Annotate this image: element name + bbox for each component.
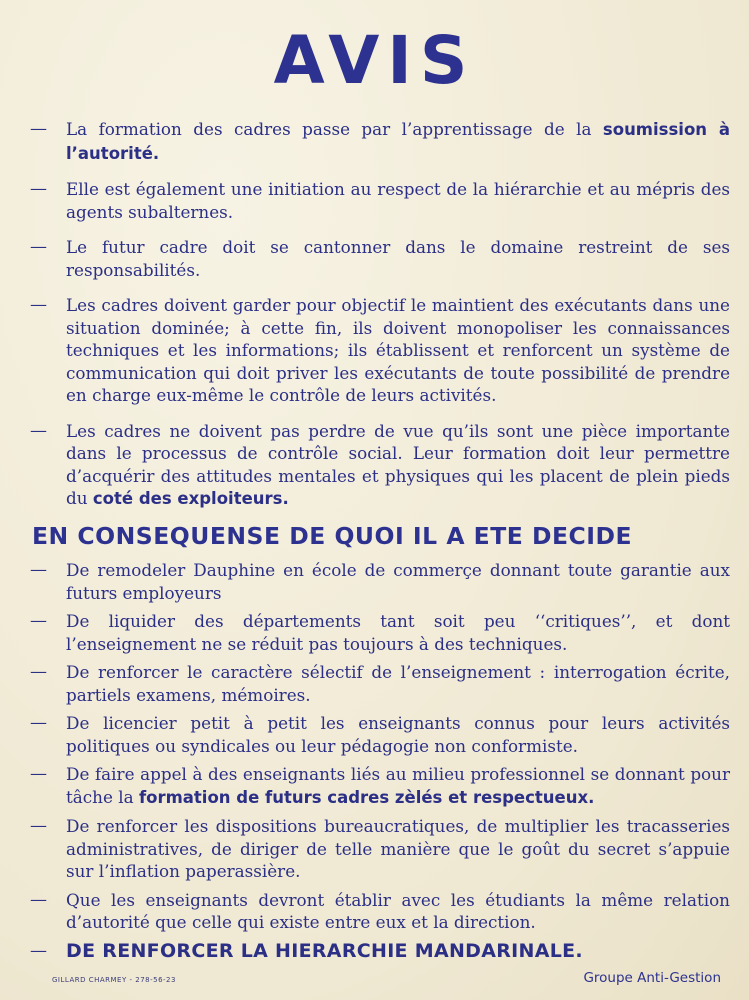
list-item: — De faire appel à des enseignants liés au milieu professionnel se donnant pour tâche la formation de futurs cadres zèlés et respectueux. — [30, 763, 730, 809]
dash-marker: — — [30, 420, 47, 441]
list-item: — De renforcer le caractère sélectif de l’enseignement : interrogation écrite, partiels examens, mémoires. — [30, 662, 730, 705]
dash-marker: — — [30, 889, 47, 910]
list-item: — De renforcer les dispositions bureaucratiques, de multiplier les tracasseries administratives, de diriger de telle manière que le goût du secret s’appuie sur l’inflation paperassière. — [30, 816, 730, 881]
list-item: — La formation des cadres passe par l’apprentissage de la soumission à l’autorité. — [30, 118, 730, 165]
dash-marker: — — [30, 816, 47, 836]
dash-marker: — — [30, 560, 47, 580]
list-item: — De remodeler Dauphine en école de commerçe donnant toute garantie aux futurs employeurs — [30, 560, 730, 603]
paragraph-list — [30, 118, 730, 524]
emphasis: soumission à l’autorité. — [66, 120, 731, 163]
list-item: — Les cadres doivent garder pour objectif le maintient des exécutants dans une situation dominée; à cette fin, ils doivent monopoliser les connaissances techniques et les informations; ils établissent et renforcent un système de communication qui doit priver les exécutants de toute possibilité de prendre en charge eux-même le contrôle de leurs activités. — [30, 295, 730, 405]
final-decision: — DE RENFORCER LA HIERARCHIE MANDARINALE. — [30, 939, 583, 962]
dash-marker: — — [30, 179, 47, 199]
dash-marker: — — [30, 295, 47, 315]
list-item: — De liquider des départements tant soit peu ‘‘critiques’’, et dont l’enseignement ne se réduit pas toujours à des techniques. — [30, 611, 730, 654]
dash-marker: — — [30, 713, 47, 733]
poster-title: AVIS — [273, 22, 476, 99]
list-item: — Que les enseignants devront établir avec les étudiants la même relation d’autorité que celle qui existe entre eux et la direction. — [30, 889, 730, 932]
list-item: — De licencier petit à petit les enseignants connus pour leurs activités politiques ou syndicales ou leur pédagogie non conformiste. — [30, 713, 730, 756]
dash-marker: — — [30, 940, 47, 961]
emphasis: coté des exploiteurs. — [92, 489, 289, 508]
dash-marker: — — [30, 662, 47, 682]
section-heading: EN CONSEQUENSE DE QUOI IL A ETE DECIDE — [32, 522, 633, 550]
printer-credit: GILLARD CHARMEY - 278-56-23 — [52, 976, 176, 984]
dash-marker: — — [30, 611, 47, 631]
dash-marker: — — [30, 119, 47, 139]
list-item: — Les cadres ne doivent pas perdre de vue qu’ils sont une pièce importante dans le processus de contrôle social. Leur formation doit leur permettre d’acquérir des attitudes mentales et physiques qui les placent de plein pieds du coté des exploiteurs. — [30, 420, 730, 511]
signature: Groupe Anti-Gestion — [583, 970, 721, 986]
list-item: — Elle est également une initiation au respect de la hiérarchie et au mépris des agents subalternes. — [30, 179, 730, 222]
emphasis: formation de futurs cadres zèlés et respectueux. — [138, 787, 595, 807]
dash-marker: — — [30, 764, 47, 784]
list-item: — Le futur cadre doit se cantonner dans le domaine restreint de ses responsabilités. — [30, 237, 730, 280]
decision-list — [30, 559, 730, 968]
dash-marker: — — [30, 237, 47, 257]
